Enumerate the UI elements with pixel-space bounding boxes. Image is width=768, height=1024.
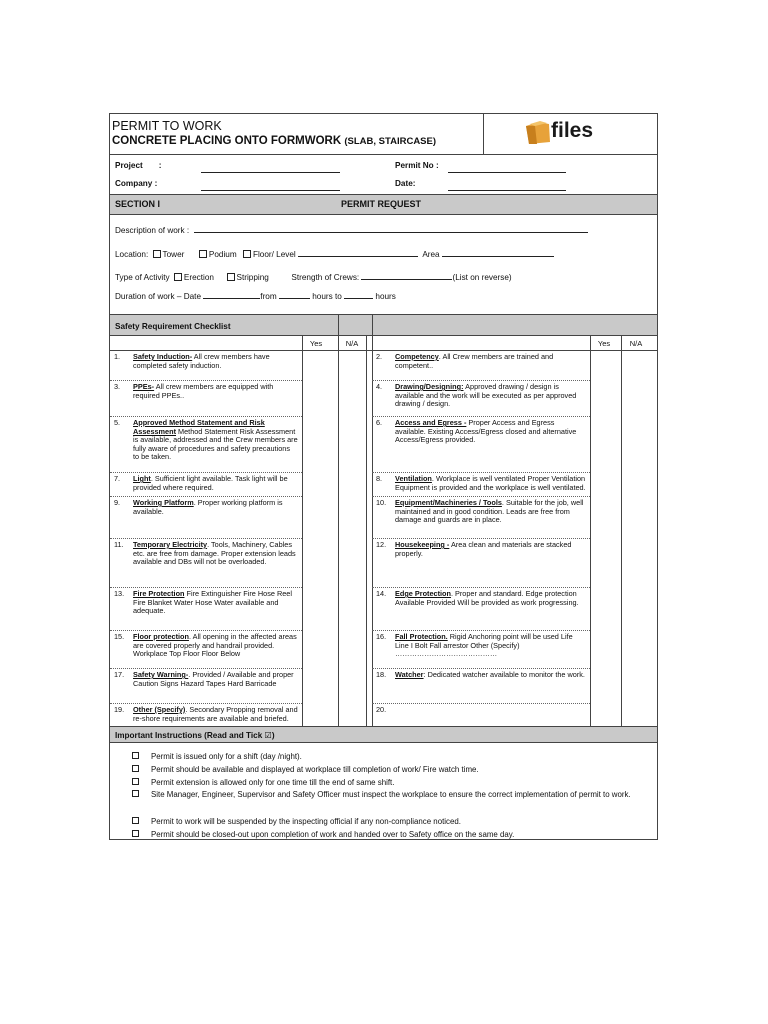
checklist-item-body: : Dedicated watcher available to monitor the work. <box>423 670 585 679</box>
description-row <box>115 223 588 235</box>
checklist-item-number: 14. <box>376 589 387 598</box>
section-title: PERMIT REQUEST <box>341 199 422 209</box>
location-label: Location: <box>115 250 149 259</box>
floor-level-checkbox[interactable] <box>243 250 251 258</box>
checklist-na-cell[interactable] <box>339 669 366 702</box>
company-field[interactable] <box>201 181 340 191</box>
checklist-item-body: All crew members have completed safety induction. <box>133 352 270 370</box>
checklist-item-right <box>372 475 590 496</box>
area-field[interactable] <box>442 247 554 257</box>
checklist-na-cell[interactable] <box>622 473 659 495</box>
checklist-header <box>110 315 657 335</box>
tower-checkbox[interactable] <box>153 250 161 258</box>
instruction-checkbox[interactable] <box>132 790 139 797</box>
checklist-item-number: 4. <box>376 382 383 391</box>
instruction-checkbox[interactable] <box>132 752 139 759</box>
floor-level-field[interactable] <box>298 247 418 257</box>
instructions-list <box>110 745 657 839</box>
stripping-checkbox[interactable] <box>227 273 235 281</box>
checklist-yes-cell[interactable] <box>303 381 338 415</box>
checklist-item-heading: Safety Induction- <box>133 352 193 361</box>
description-label: Description of work : <box>115 226 190 235</box>
title-block <box>110 114 657 154</box>
checklist-yes-cell[interactable] <box>591 417 621 471</box>
checklist-item-number: 3. <box>114 382 121 391</box>
checklist-item-number: 8. <box>376 474 383 483</box>
hours-to-label: hours to <box>312 292 342 301</box>
checklist-yes-cell[interactable] <box>303 669 338 702</box>
checklist-item-body: All crew members are equipped with required PPEs.. <box>133 382 274 400</box>
checklist-yes-cell[interactable] <box>591 669 621 702</box>
activity-row <box>115 270 512 282</box>
erection-checkbox[interactable] <box>174 273 182 281</box>
stripping-label: Stripping <box>236 273 269 282</box>
checklist-item-left <box>110 671 302 703</box>
checklist-yes-cell[interactable] <box>303 473 338 495</box>
checklist-item-text <box>133 499 298 516</box>
checklist-item-number: 9. <box>114 498 121 507</box>
checklist-yes-cell[interactable] <box>303 417 338 471</box>
checklist-item-text <box>133 475 298 492</box>
checklist-item-body: Approved drawing / design is available and the work will be executed as per approved drawing / design. <box>395 382 577 408</box>
checklist-na-cell[interactable] <box>339 381 366 415</box>
checklist-item-body: . Tools, Machinery, Cables etc. are free from damage. Proper extension leads available and DBs will not be overloaded. <box>133 540 296 566</box>
checklist-item-heading: Temporary Electricity <box>133 540 208 549</box>
checklist-item-text <box>395 475 586 492</box>
project-label: Project : <box>115 161 162 170</box>
duration-row <box>115 289 396 301</box>
checklist-item-left <box>110 541 302 587</box>
checklist-item-text <box>133 383 298 400</box>
checklist-item-right <box>372 419 590 472</box>
checklist-item-body: . Suitable for the job, well maintained and in good condition. Leads are free from damage and guards are in place. <box>395 498 584 524</box>
checklist-item-text <box>133 671 298 688</box>
checklist-na-cell[interactable] <box>339 631 366 667</box>
checklist-item-heading: Drawing/Designing: <box>395 382 464 391</box>
checklist-na-cell[interactable] <box>622 669 659 702</box>
checklist-yes-cell[interactable] <box>591 473 621 495</box>
duration-date-field[interactable] <box>203 289 260 299</box>
checklist-item-heading: Competency <box>395 352 439 361</box>
checklist-na-cell[interactable] <box>339 473 366 495</box>
instruction-text: Permit should be closed-out upon completion of work and handed over to Safety office on the same day. <box>151 830 515 839</box>
checklist-item-right <box>372 499 590 538</box>
checklist-item-text <box>395 383 586 409</box>
checklist-item-heading: Working Platform <box>133 498 194 507</box>
checklist-item-body: Method Statement Risk Assessment is available, addressed and the Crew members are fully aware of procedures and safety precautions to be taken. <box>133 426 298 461</box>
checklist-item-right <box>372 541 590 587</box>
checklist-item-body: . Workplace is well ventilated Proper Ventilation Equipment is provided and the workplace is well ventilated. <box>395 474 586 492</box>
permit-no-field[interactable] <box>448 163 566 173</box>
checklist-item-heading: PPEs- <box>133 382 155 391</box>
section-header <box>110 195 657 214</box>
instruction-checkbox[interactable] <box>132 765 139 772</box>
checklist-yes-cell[interactable] <box>303 588 338 629</box>
checklist-item-body: . Provided / Available and proper Caution Signs Hazard Tapes Hard Barricade <box>133 670 294 688</box>
left-na-header: N/A <box>345 339 359 348</box>
checklist-na-cell[interactable] <box>339 351 366 379</box>
checklist-item-left <box>110 353 302 380</box>
checklist-item-left <box>110 499 302 538</box>
checklist-item-heading: Light <box>133 474 151 483</box>
hours-label: hours <box>375 292 396 301</box>
checklist-item-number: 10. <box>376 498 387 507</box>
checklist-item-number: 18. <box>376 670 387 679</box>
checklist-yes-cell[interactable] <box>591 631 621 667</box>
list-on-reverse-label: (List on reverse) <box>452 273 512 282</box>
checklist-yes-cell[interactable] <box>303 704 338 725</box>
activity-label: Type of Activity <box>115 273 170 282</box>
checklist-yes-cell[interactable] <box>303 539 338 586</box>
checklist-item-heading: Other (Specify) <box>133 705 186 714</box>
checklist-item-right <box>372 671 590 703</box>
crew-strength-field[interactable] <box>361 270 452 280</box>
checklist-na-cell[interactable] <box>622 351 659 379</box>
location-row <box>115 247 554 259</box>
crew-strength-label: Strength of Crews: <box>291 273 360 282</box>
project-field[interactable] <box>201 163 340 173</box>
checklist-yes-cell[interactable] <box>591 704 621 725</box>
from-label: from <box>260 292 277 301</box>
floor-level-label: Floor/ Level <box>252 250 296 259</box>
checklist-item-number: 6. <box>376 418 383 427</box>
checklist-item-body: . Proper working platform is available. <box>133 498 283 516</box>
checklist-item-left <box>110 633 302 668</box>
checklist-item-heading: Equipment/Machineries / Tools <box>395 498 502 507</box>
checklist-na-cell[interactable] <box>339 497 366 537</box>
checklist-item-number: 16. <box>376 632 387 641</box>
checklist-item-heading: Access and Egress - <box>395 418 467 427</box>
checklist-item-number: 1. <box>114 352 121 361</box>
checklist-yes-cell[interactable] <box>591 497 621 537</box>
instruction-text: Permit to work will be suspended by the inspecting official if any non-compliance noticed. <box>151 817 461 826</box>
checklist-item-heading: Fall Protection. <box>395 632 448 641</box>
podium-label: Podium <box>208 250 237 259</box>
checklist-na-cell[interactable] <box>622 417 659 471</box>
checklist-item-heading: Floor protection <box>133 632 189 641</box>
checklist-item-text <box>395 353 586 370</box>
checklist-na-cell[interactable] <box>622 497 659 537</box>
files-logo <box>523 120 613 148</box>
checklist-item-text <box>133 419 298 462</box>
permit-no-label: Permit No : <box>395 161 439 170</box>
checklist-item-body: . Secondary Propping removal and re-shore requirements are available and briefed. <box>133 705 298 723</box>
checklist-item-text <box>133 706 298 723</box>
checklist-yes-cell[interactable] <box>591 351 621 379</box>
info-block <box>110 155 657 193</box>
permit-subtitle-sub: (SLAB, STAIRCASE) <box>344 136 437 147</box>
checklist-item-text <box>395 499 586 525</box>
checklist-item-number: 12. <box>376 540 387 549</box>
checklist-item-right <box>372 706 590 726</box>
instructions-title: Important Instructions (Read and Tick ☑) <box>115 731 275 740</box>
checklist-item-left <box>110 590 302 630</box>
checklist-item-number: 7. <box>114 474 121 483</box>
checklist-item-left <box>110 475 302 496</box>
checklist-item-heading: Edge Protection <box>395 589 451 598</box>
erection-label: Erection <box>183 273 214 282</box>
checklist-item-number: 17. <box>114 670 125 679</box>
checklist-item-text <box>395 590 586 607</box>
checklist-item-heading: Ventilation <box>395 474 432 483</box>
checklist-item-heading: Watcher <box>395 670 424 679</box>
checklist-yes-cell[interactable] <box>591 381 621 415</box>
instruction-text: Permit is issued only for a shift (day /night). <box>151 752 302 761</box>
checklist-na-cell[interactable] <box>622 381 659 415</box>
instruction-checkbox[interactable] <box>132 830 139 837</box>
tower-label: Tower <box>162 250 185 259</box>
checklist-item-right <box>372 590 590 630</box>
checklist-item-number: 15. <box>114 632 125 641</box>
checklist-item-heading: Housekeeping - <box>395 540 450 549</box>
checklist-na-cell[interactable] <box>622 631 659 667</box>
permit-form <box>109 113 658 840</box>
checklist-item-heading: Fire Protection <box>133 589 185 598</box>
checklist-item-text <box>395 541 586 558</box>
instruction-checkbox[interactable] <box>132 778 139 785</box>
files-logo-text: files <box>551 119 594 142</box>
right-na-header: N/A <box>629 339 643 348</box>
checklist-item-text <box>395 633 586 659</box>
checklist-item-number: 11. <box>114 540 124 549</box>
instructions-header <box>110 727 657 742</box>
checklist-item-number: 2. <box>376 352 383 361</box>
date-field[interactable] <box>448 181 566 191</box>
checklist-yes-cell[interactable] <box>303 631 338 667</box>
checklist-item-text <box>395 671 586 680</box>
to-hours-field[interactable] <box>344 289 373 299</box>
checklist-item-number: 19. <box>114 705 125 714</box>
description-field[interactable] <box>194 223 588 233</box>
checklist-na-cell[interactable] <box>622 704 659 725</box>
checklist-item-number: 5. <box>114 418 121 427</box>
checklist-item-left <box>110 419 302 472</box>
checklist-item-body: Proper Access and Egress available. Existing Access/Egress closed and alternative Access/Egress provided. <box>395 418 577 444</box>
instruction-text: Permit should be available and displayed at workplace till completion of work/ Fire watch time. <box>151 765 479 774</box>
podium-checkbox[interactable] <box>199 250 207 258</box>
checklist-item-body: Rigid Anchoring point will be used Life Line I Bolt Fall arrestor Other (Specify) …………………………………… <box>395 632 573 658</box>
checklist-item-body: Fire Extinguisher Fire Hose Reel Fire Blanket Water Hose Water available and adequate. <box>133 589 292 615</box>
checklist-item-left <box>110 706 302 726</box>
checklist-item-text <box>133 590 298 616</box>
permit-request-block <box>110 215 657 314</box>
checklist-item-body: Area clean and materials are stacked properly. <box>395 540 572 558</box>
checklist-item-text <box>395 419 586 445</box>
area-label: Area <box>422 250 440 259</box>
left-yes-header: Yes <box>309 339 323 348</box>
section-label: SECTION I <box>115 199 161 209</box>
checklist-item-heading: Approved Method Statement and Risk Assessment <box>133 418 265 436</box>
instruction-text: Permit extension is allowed only for one time till the end of same shift. <box>151 778 395 787</box>
checklist-columns <box>110 336 657 350</box>
checklist-na-cell[interactable] <box>339 417 366 471</box>
company-label: Company : <box>115 179 158 188</box>
checklist-yes-cell[interactable] <box>591 539 621 586</box>
checklist-na-cell[interactable] <box>339 588 366 629</box>
checklist-na-cell[interactable] <box>339 704 366 725</box>
checklist-yes-cell[interactable] <box>303 351 338 379</box>
files-logo-icon <box>523 120 553 146</box>
date-label: Date: <box>395 179 416 188</box>
checklist-na-cell[interactable] <box>622 539 659 586</box>
checklist-item-left <box>110 383 302 416</box>
checklist-yes-cell[interactable] <box>303 497 338 537</box>
checklist-item-number: 13. <box>114 589 125 598</box>
checklist-item-body: . Sufficient light available. Task light will be provided where required. <box>133 474 288 492</box>
checklist-item-heading: Safety Warning- <box>133 670 189 679</box>
checklist-na-cell[interactable] <box>339 539 366 586</box>
checklist-item-text <box>133 353 298 370</box>
duration-label: Duration of work – Date <box>115 292 202 301</box>
checklist-na-cell[interactable] <box>622 588 659 629</box>
from-hours-field[interactable] <box>279 289 310 299</box>
checklist-yes-cell[interactable] <box>591 588 621 629</box>
permit-subtitle <box>112 135 436 147</box>
instruction-checkbox[interactable] <box>132 817 139 824</box>
checklist-item-right <box>372 383 590 416</box>
checklist-item-right <box>372 353 590 380</box>
checklist-item-body: . All Crew members are trained and competent.. <box>395 352 554 370</box>
checklist-item-right <box>372 633 590 668</box>
checklist-item-body: . All opening in the affected areas are covered properly and handrail provided. Workplace Top Floor Floor Below <box>133 632 297 658</box>
instruction-text: Site Manager, Engineer, Supervisor and Safety Officer must inspect the workplace to ensure the correct implementation of permit to work. <box>151 790 631 799</box>
permit-title: PERMIT TO WORK <box>112 119 222 133</box>
right-yes-header: Yes <box>597 339 611 348</box>
checklist-grid <box>110 350 657 726</box>
checklist-item-body: . Proper and standard. Edge protection Available Provided Will be provided as work progressing. <box>395 589 579 607</box>
permit-subtitle-main: CONCRETE PLACING ONTO FORMWORK <box>112 135 342 147</box>
checklist-item-number: 20. <box>376 705 387 714</box>
checklist-item-text <box>133 633 298 659</box>
checklist-title: Safety Requirement Checklist <box>115 322 231 331</box>
checklist-item-text <box>133 541 298 567</box>
